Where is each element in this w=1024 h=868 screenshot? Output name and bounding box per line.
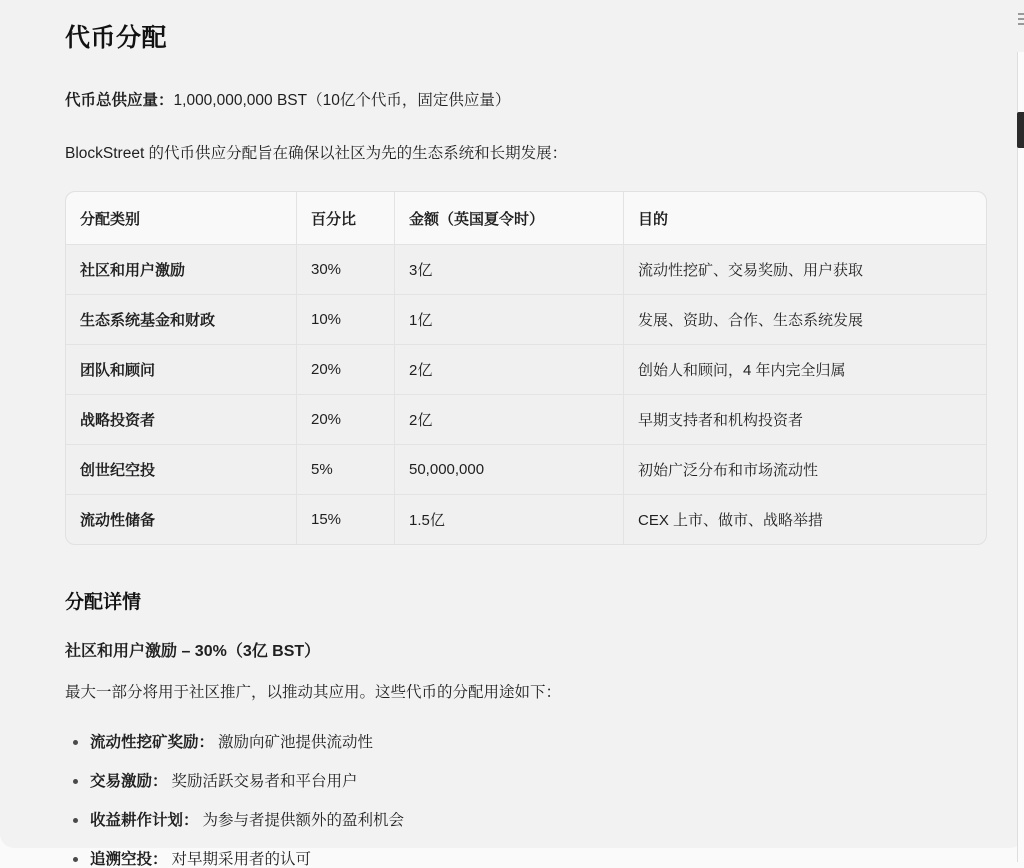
cell-purpose: 流动性挖矿、交易奖励、用户获取 [623, 244, 986, 294]
table-row [66, 494, 986, 544]
toc-lines-icon[interactable] [1018, 13, 1024, 25]
right-panel-edge [1017, 52, 1024, 862]
cell-percentage: 15% [296, 494, 394, 544]
total-supply-label: 代币总供应量： [65, 92, 174, 109]
cell-percentage: 30% [296, 244, 394, 294]
section-heading-allocation-details: 分配详情 [65, 592, 142, 613]
bullet-text [90, 851, 311, 868]
cell-purpose: 创始人和顾问，4 年内完全归属 [623, 344, 986, 394]
column-header-amount: 金额（英国夏令时） [394, 192, 623, 244]
cell-purpose: 初始广泛分布和市场流动性 [623, 444, 986, 494]
bullet-label: 追溯空投： [90, 851, 168, 868]
bullet-dot [73, 779, 78, 784]
cell-amount: 1亿 [394, 294, 623, 344]
bullet-body: 为参与者提供额外的盈利机会 [202, 812, 405, 829]
list-item [65, 773, 988, 790]
table-row [66, 394, 986, 444]
list-item [65, 734, 988, 751]
bullet-text [90, 734, 373, 751]
total-supply-line [65, 90, 988, 112]
scrollbar-thumb[interactable] [1017, 112, 1024, 148]
cell-category: 战略投资者 [66, 394, 296, 444]
table-row [66, 444, 986, 494]
bullet-label: 交易激励： [90, 773, 168, 790]
bullet-dot [73, 857, 78, 862]
cell-percentage: 5% [296, 444, 394, 494]
bullet-body: 激励向矿池提供流动性 [218, 734, 374, 751]
bullet-dot [73, 818, 78, 823]
page-title: 代币分配 [65, 24, 168, 52]
subsection-heading-community-incentives: 社区和用户激励 – 30%（3亿 BST） [65, 643, 321, 660]
cell-category: 创世纪空投 [66, 444, 296, 494]
cell-amount: 2亿 [394, 344, 623, 394]
bullet-body: 对早期采用者的认可 [171, 851, 312, 868]
bullet-body: 奖励活跃交易者和平台用户 [171, 773, 358, 790]
cell-percentage: 20% [296, 344, 394, 394]
cell-amount: 1.5亿 [394, 494, 623, 544]
column-header-category: 分配类别 [66, 192, 296, 244]
bullet-text [90, 812, 404, 829]
bullet-label: 流动性挖矿奖励： [90, 734, 215, 751]
cell-amount: 3亿 [394, 244, 623, 294]
table-row [66, 244, 986, 294]
cell-category: 团队和顾问 [66, 344, 296, 394]
cell-purpose: 发展、资助、合作、生态系统发展 [623, 294, 986, 344]
cell-percentage: 20% [296, 394, 394, 444]
bullet-text [90, 773, 358, 790]
intro-paragraph: BlockStreet 的代币供应分配旨在确保以社区为先的生态系统和长期发展： [65, 145, 568, 162]
cell-amount: 2亿 [394, 394, 623, 444]
column-header-purpose: 目的 [623, 192, 986, 244]
bullet-dot [73, 740, 78, 745]
cell-category: 流动性储备 [66, 494, 296, 544]
list-item [65, 851, 988, 868]
table-header-row [66, 192, 986, 244]
cell-purpose: CEX 上市、做市、战略举措 [623, 494, 986, 544]
total-supply-value: 1,000,000,000 BST（10亿个代币，固定供应量） [173, 92, 511, 109]
details-paragraph: 最大一部分将用于社区推广，以推动其应用。这些代币的分配用途如下： [65, 684, 562, 701]
table-row [66, 344, 986, 394]
cell-category: 生态系统基金和财政 [66, 294, 296, 344]
cell-category: 社区和用户激励 [66, 244, 296, 294]
bullet-label: 收益耕作计划： [90, 812, 199, 829]
list-item [65, 812, 988, 829]
cell-amount: 50,000,000 [394, 444, 623, 494]
cell-percentage: 10% [296, 294, 394, 344]
bullet-list [65, 734, 988, 868]
column-header-percentage: 百分比 [296, 192, 394, 244]
table-row [66, 294, 986, 344]
cell-purpose: 早期支持者和机构投资者 [623, 394, 986, 444]
allocation-table [65, 191, 987, 545]
